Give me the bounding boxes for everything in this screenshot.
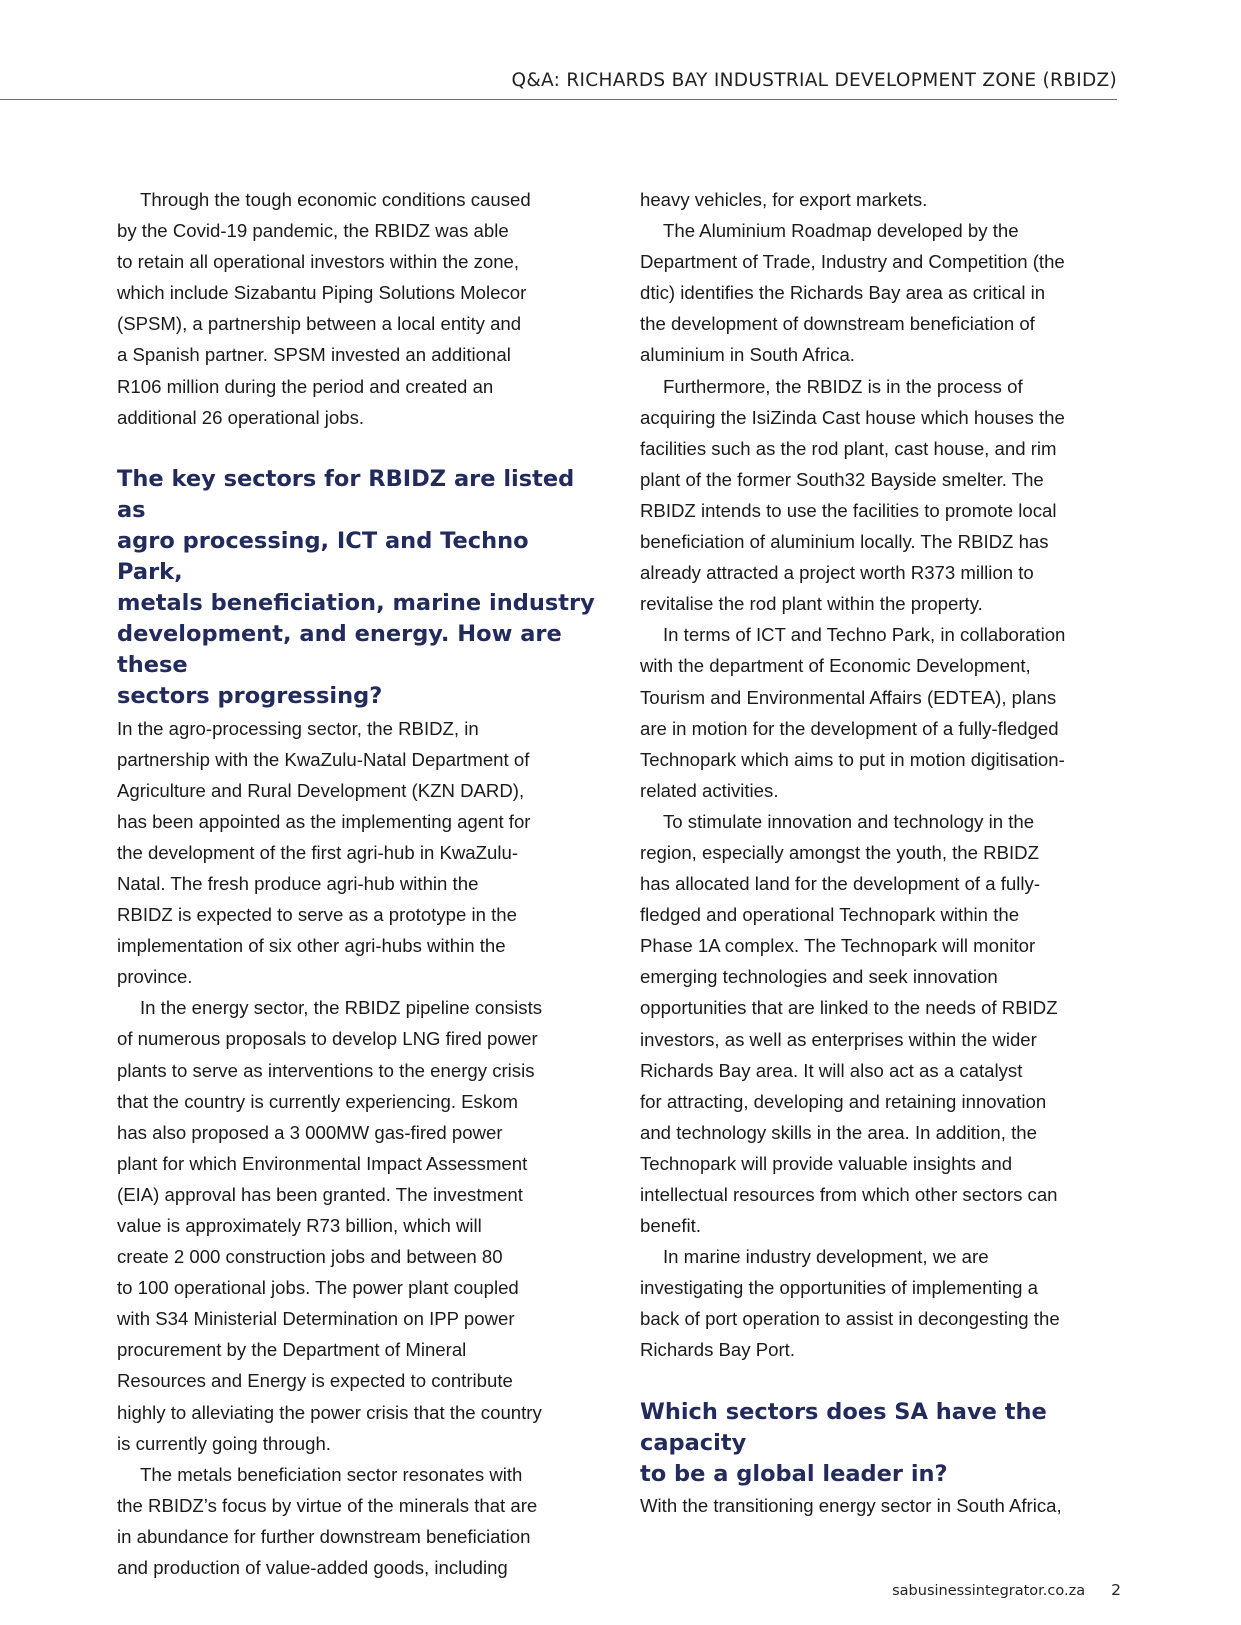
paragraph-marine-industry: In marine industry development, we are investigating the opportunities of implementing a back of port operation to assist in decongesting the Richards Bay Port. <box>640 1246 1060 1361</box>
paragraph-aluminium-roadmap: The Aluminium Roadmap developed by the Department of Trade, Industry and Competition (the dtic) identifies the Richards Bay area as critical in the development of downstream beneficiation of aluminium in South Africa. <box>640 220 1065 366</box>
question-heading-key-sectors: The key sectors for RBIDZ are listed as agro processing, ICT and Techno Park, metals beneficiation, marine industry development, and energy. How are these sectors progressing? <box>117 465 595 710</box>
paragraph-energy-transition: With the transitioning energy sector in South Africa, <box>640 1494 1062 1516</box>
paragraph-innovation-technopark: To stimulate innovation and technology in the region, especially amongst the youth, the RBIDZ has allocated land for the development of a fully- fledged and operational Technopark within the Phase 1A complex. The Technopark will monitor emerging technologies and seek innovation opportunities that are linked to the needs of RBIDZ investors, as well as enterprises within the wider Richards Bay area. It will also act as a catalyst for attracting, developing and retaining innovation and technology skills in the area. In addition, the Technopark will provide valuable insights and intellectual resources from which other sectors can benefit. <box>640 810 1058 1237</box>
header-divider <box>0 99 1117 100</box>
page-footer <box>892 1581 1121 1599</box>
footer-website: sabusinessintegrator.co.za <box>892 1583 1086 1599</box>
page-number: 2 <box>1111 1581 1121 1599</box>
paragraph-energy-sector: In the energy sector, the RBIDZ pipeline consists of numerous proposals to develop LNG fired power plants to serve as interventions to the energy crisis that the country is currently experiencing. Eskom has also proposed a 3 000MW gas-fired power plant for which Environmental Impact Assessment (EIA) approval has been granted. The investment value is approximately R73 billion, which will create 2 000 construction jobs and between 80 to 100 operational jobs. The power plant coupled with S34 Ministerial Determination on IPP power procurement by the Department of Mineral Resources and Energy is expected to contribute highly to alleviating the power crisis that the country is currently going through. <box>117 997 543 1454</box>
running-header-title: Q&A: RICHARDS BAY INDUSTRIAL DEVELOPMENT ZONE (RBIDZ) <box>511 70 1117 91</box>
paragraph-covid-investors: Through the tough economic conditions caused by the Covid-19 pandemic, the RBIDZ was able to retain all operational investors within the zone, which include Sizabantu Piping Solutions Molecor (SPSM), a partnership between a local entity and a Spanish partner. SPSM invested an additional R106 million during the period and created an additional 26 operational jobs. <box>117 189 531 428</box>
paragraph-isizinda-cast-house: Furthermore, the RBIDZ is in the process of acquiring the IsiZinda Cast house which houses the facilities such as the rod plant, cast house, and rim plant of the former South32 Bayside smelter. The RBIDZ intends to use the facilities to promote local beneficiation of aluminium locally. The RBIDZ has already attracted a project worth R373 million to revitalise the rod plant within the property. <box>640 375 1065 615</box>
paragraph-export-continuation: heavy vehicles, for export markets. <box>640 189 928 210</box>
left-column <box>117 184 599 1583</box>
paragraph-ict-techno-park: In terms of ICT and Techno Park, in collaboration with the department of Economic Development, Tourism and Environmental Affairs (EDTEA), plans are in motion for the development of a fully-fledged Technopark which aims to put in motion digitisation- related activities. <box>640 624 1066 801</box>
right-column <box>640 184 1122 1521</box>
paragraph-metals-beneficiation: The metals beneficiation sector resonates with the RBIDZ’s focus by virtue of the minerals that are in abundance for further downstream beneficiation and production of value-added goods, including <box>117 1463 538 1579</box>
paragraph-spacer <box>117 433 599 464</box>
paragraph-agro-processing: In the agro-processing sector, the RBIDZ, in partnership with the KwaZulu-Natal Department of Agriculture and Rural Development (KZN DARD), has been appointed as the implementing agent for the development of the first agri-hub in KwaZulu- Natal. The fresh produce agri-hub within the RBIDZ is expected to serve as a prototype in the implementation of six other agri-hubs within the province. <box>117 717 531 988</box>
paragraph-spacer <box>640 1366 1122 1397</box>
question-heading-global-leader: Which sectors does SA have the capacity to be a global leader in? <box>640 1398 1047 1487</box>
